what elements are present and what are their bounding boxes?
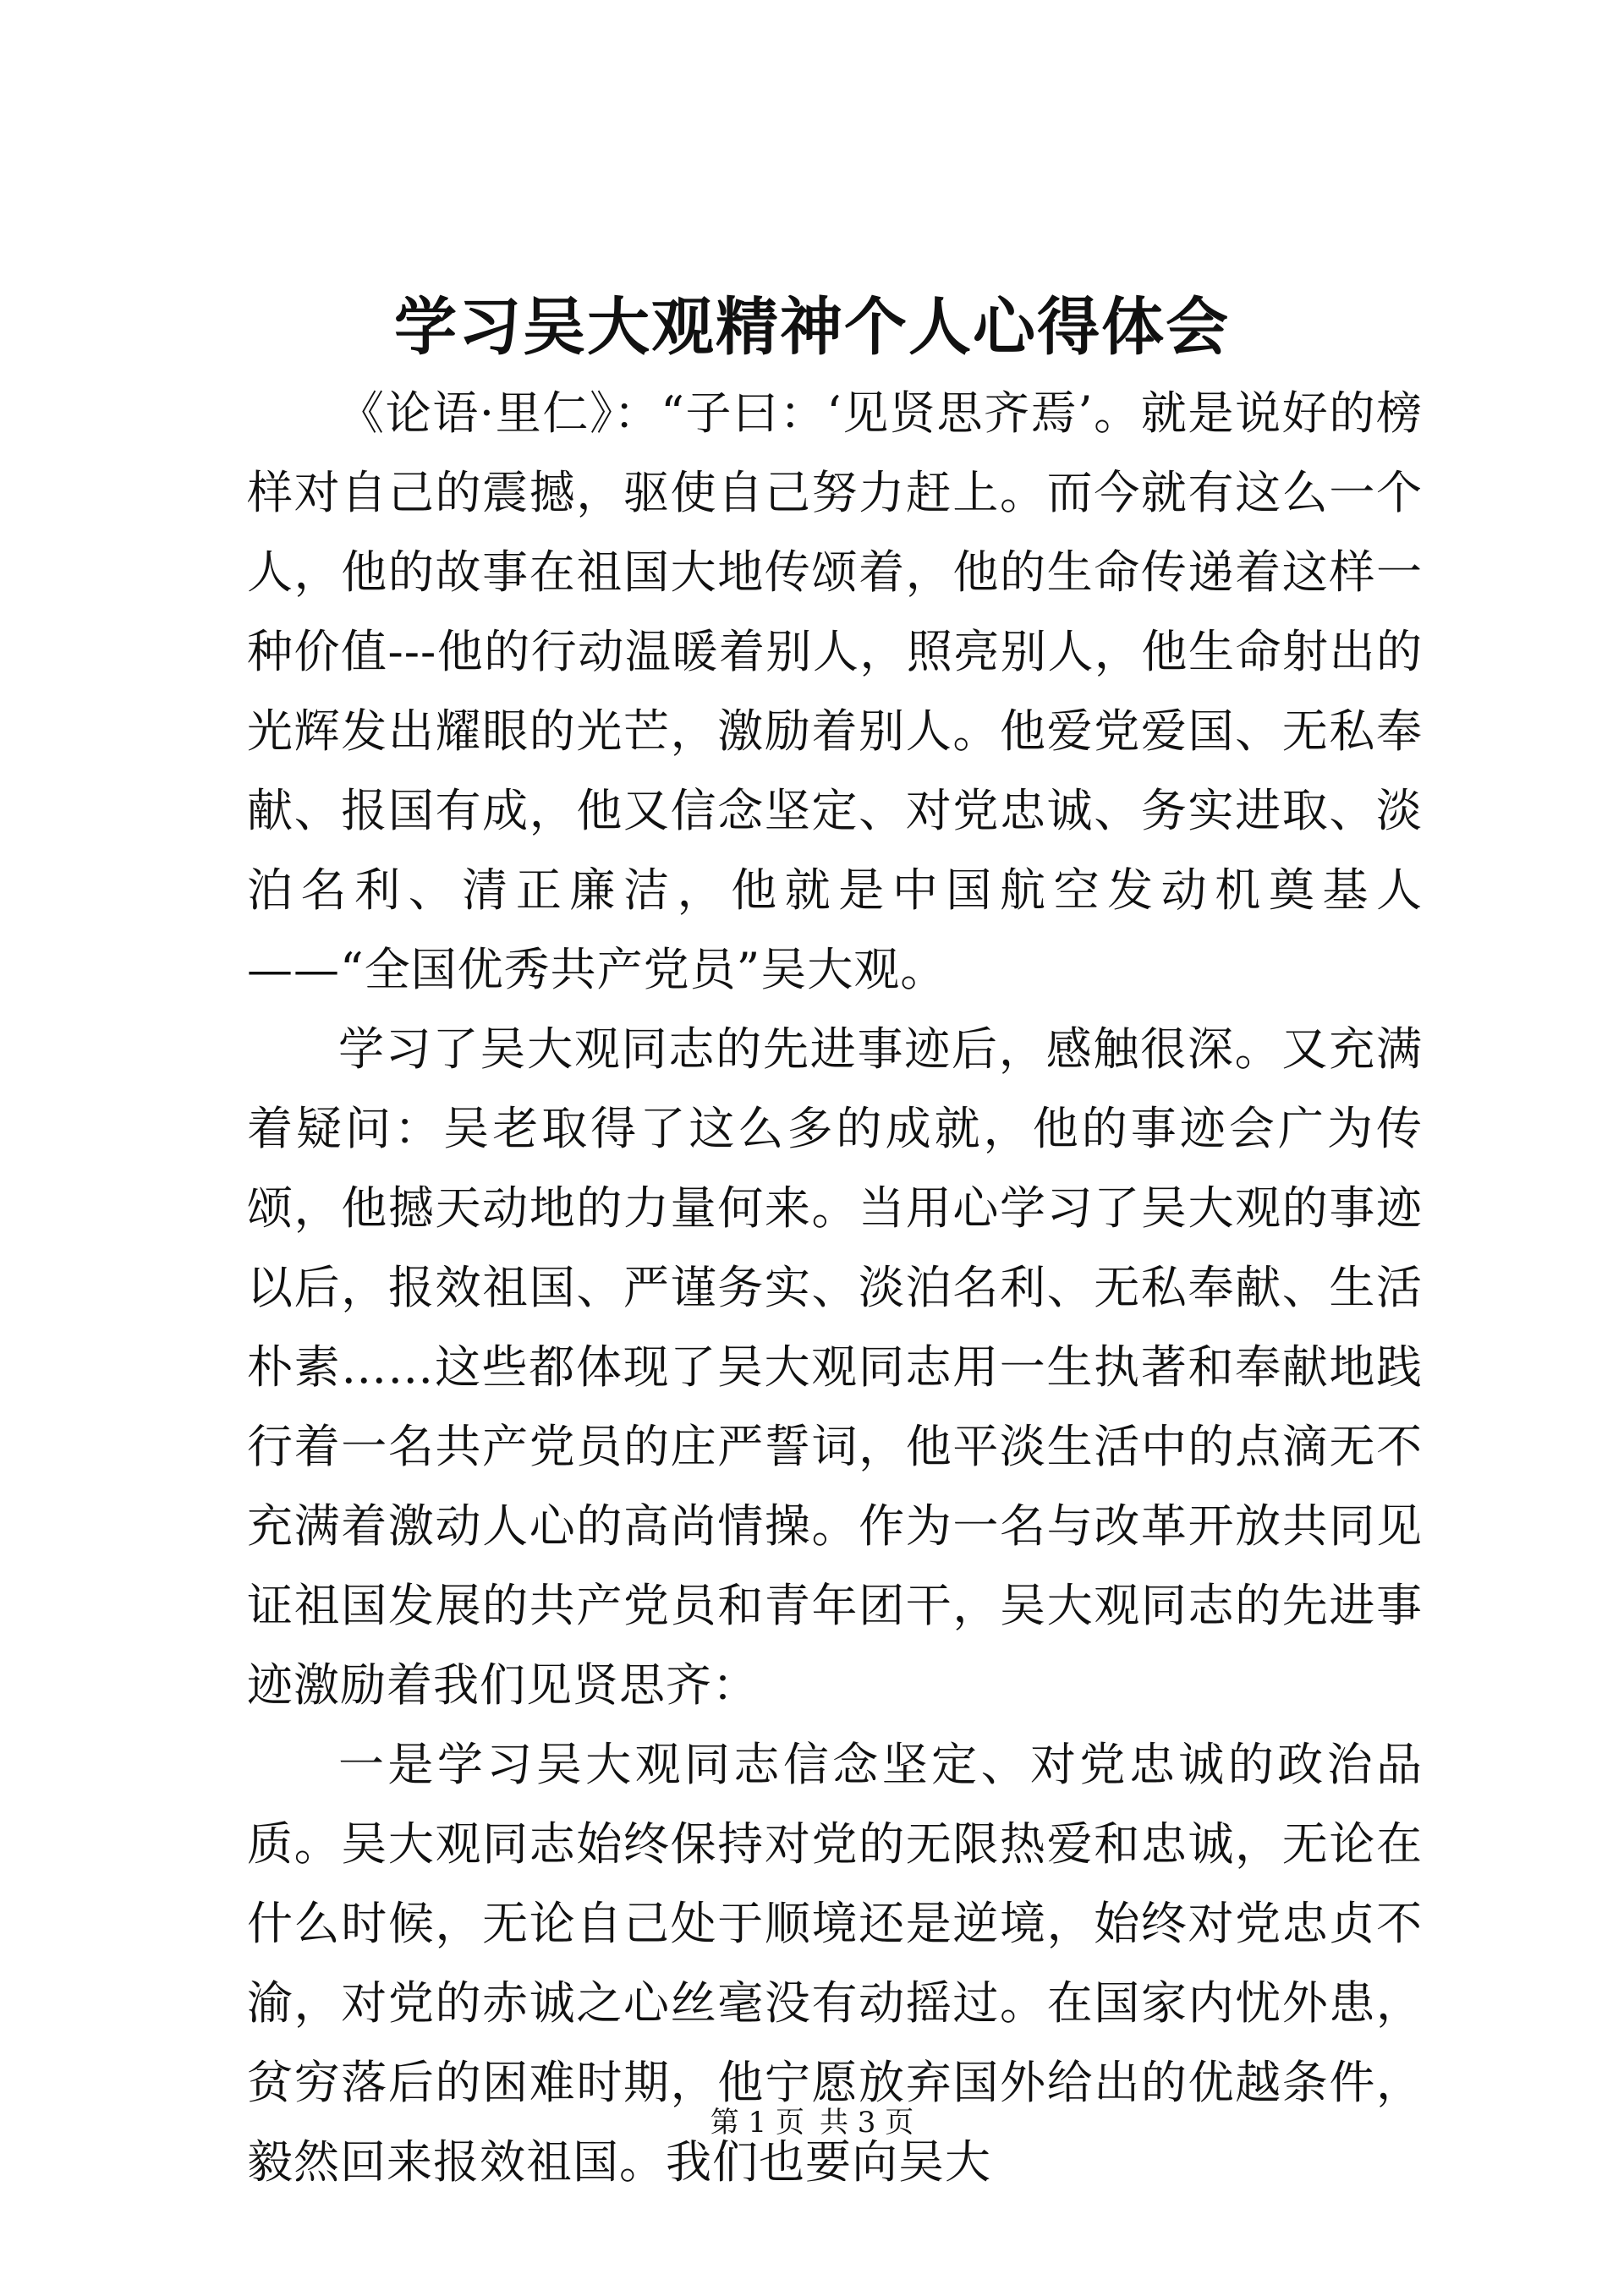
paragraph-1: 《论语·里仁》：“子曰：‘见贤思齐焉’。就是说好的榜样对自己的震撼，驱使自己努力赶上。而今就有这么一个人，他的故事在祖国大地传颂着，他的生命传递着这样一种价值---他的行动温暖着别人，照亮别人，他生命射出的光辉发出耀眼的光芒，激励着别人。他爱党爱国、无私奉献、报国有成，他又信念坚定、对党忠诚、务实进取、淡泊名利、清正廉洁，他就是中国航空发动机奠基人——“全国优秀共产党员”吴大观。 [247,386,1423,996]
page-footer [0,2104,1624,2141]
page-total: 共 3 页 [820,2106,914,2140]
document-body [247,374,1423,2202]
page-number: 第 1 页 [710,2106,804,2140]
paragraph-3: 一是学习吴大观同志信念坚定、对党忠诚的政治品质。吴大观同志始终保持对党的无限热爱和忠诚，无论在什么时候，无论自己处于顺境还是逆境，始终对党忠贞不渝，对党的赤诚之心丝毫没有动摇过。在国家内忧外患，贫穷落后的困难时期，他宁愿放弃国外给出的优越条件，毅然回来报效祖国。我们也要向吴大 [247,1738,1423,2189]
paragraph-2: 学习了吴大观同志的先进事迹后，感触很深。又充满着疑问：吴老取得了这么多的成就，他的事迹会广为传颂，他撼天动地的力量何来。当用心学习了吴大观的事迹以后，报效祖国、严谨务实、淡泊名利、无私奉献、生活朴素……这些都体现了吴大观同志用一生执著和奉献地践行着一名共产党员的庄严誓词，他平淡生活中的点滴无不充满着激动人心的高尚情操。作为一名与改革开放共同见证祖国发展的共产党员和青年团干，吴大观同志的先进事迹激励着我们见贤思齐： [247,1022,1423,1712]
document-title: 学习吴大观精神个人心得体会 [394,291,1230,364]
